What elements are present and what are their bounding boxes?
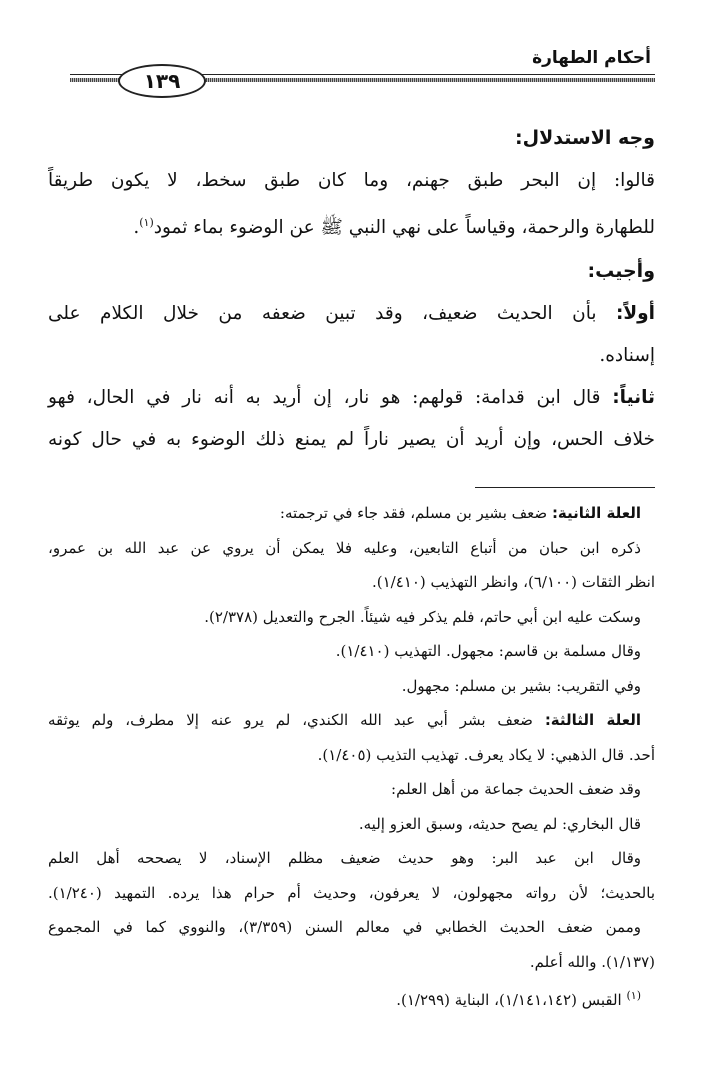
running-title: أحكام الطهارة [532, 48, 651, 68]
line-text: للطهارة والرحمة، وقياساً على نهي النبي ﷺ عن الوضوء بماء ثمود [153, 217, 655, 239]
note-line: بالحديث؛ لأن رواته مجهولون، لا يعرفون، وحديث أم حرام هذا يرده. التمهيد (١/٢٤٠). [48, 883, 655, 902]
note-text: ضعف بشر أبي عبد الله الكندي، لم يرو عنه إلا مطرف، ولم يوثقه [48, 711, 545, 729]
heading-istidlal: وجه الاستدلال: [515, 127, 655, 149]
note-line: قال البخاري: لم يصح حديثه، وسبق العزو إليه. [358, 814, 641, 833]
footnote-text: القبس (١/١٤١،١٤٢)، البناية (١/٢٩٩). [396, 991, 627, 1009]
line-text: قال ابن قدامة: قولهم: هو نار، إن أريد به أنه نار في الحال، فهو [48, 387, 613, 409]
note-line: وقال ابن عبد البر: وهو حديث ضعيف مظلم الإسناد، لا يصححه أهل العلم [48, 849, 641, 867]
paragraph-line [48, 377, 655, 419]
paragraph-line [48, 202, 655, 249]
heading-ujib: وأجيب: [587, 260, 655, 283]
point-label: أولاً: [615, 303, 655, 325]
page-number: ١٣٩ [118, 64, 206, 98]
footnote-1 [48, 979, 655, 1018]
note-line: ذكره ابن حبان من أتباع التابعين، وعليه فلا يمكن أن يروي عن عبد الله بن عمرو، [48, 538, 641, 557]
note-line: وقد ضعف الحديث جماعة من أهل العلم: [391, 780, 641, 798]
main-text [48, 116, 655, 461]
point-label: ثانياً: [612, 387, 655, 409]
note-line: انظر الثقات (٦/١٠٠)، وانظر التهذيب (١/٤١٠). [371, 573, 655, 591]
note-line: (١/١٣٧). والله أعلم. [529, 952, 655, 971]
note-label: العلة الثانية: [551, 504, 641, 522]
note-line: وفي التقريب: بشير بن مسلم: مجهول. [401, 676, 641, 695]
footnote-separator [475, 487, 655, 488]
footnote-marker: (١) [626, 989, 641, 1002]
paragraph-line: إسناده. [599, 345, 655, 367]
footnote-marker: (١) [139, 216, 154, 229]
note-line [48, 703, 655, 738]
paragraph-line: قالوا: إن البحر طبق جهنم، وما كان طبق سخط، لا يكون طريقاً [48, 170, 655, 191]
note-line: وممن ضعف الحديث الخطابي في معالم السنن (٣/٣٥٩)، والنووي كما في المجموع [48, 918, 641, 936]
note-text: ضعف بشير بن مسلم، فقد جاء في ترجمته: [279, 504, 552, 522]
note-line: وقال مسلمة بن قاسم: مجهول. التهذيب (١/٤١٠). [335, 642, 641, 660]
line-text: بأن الحديث ضعيف، وقد تبين ضعفه من خلال الكلام على [48, 303, 616, 325]
page-header [70, 44, 655, 94]
note-label: العلة الثالثة: [544, 711, 641, 729]
note-line: أحد. قال الذهبي: لا يكاد يعرف. تهذيب التذيب (١/٤٠٥). [317, 745, 655, 764]
paragraph-line: خلاف الحس، وإن أريد أن يصير ناراً لم يمنع ذلك الوضوء به في حال كونه [48, 429, 655, 451]
note-line [48, 496, 655, 531]
paragraph-line [48, 293, 655, 335]
line-end: . [133, 217, 140, 239]
note-line: وسكت عليه ابن أبي حاتم، فلم يذكر فيه شيئاً. الجرح والتعديل (٢/٣٧٨). [204, 607, 641, 626]
footnotes [48, 496, 655, 1018]
